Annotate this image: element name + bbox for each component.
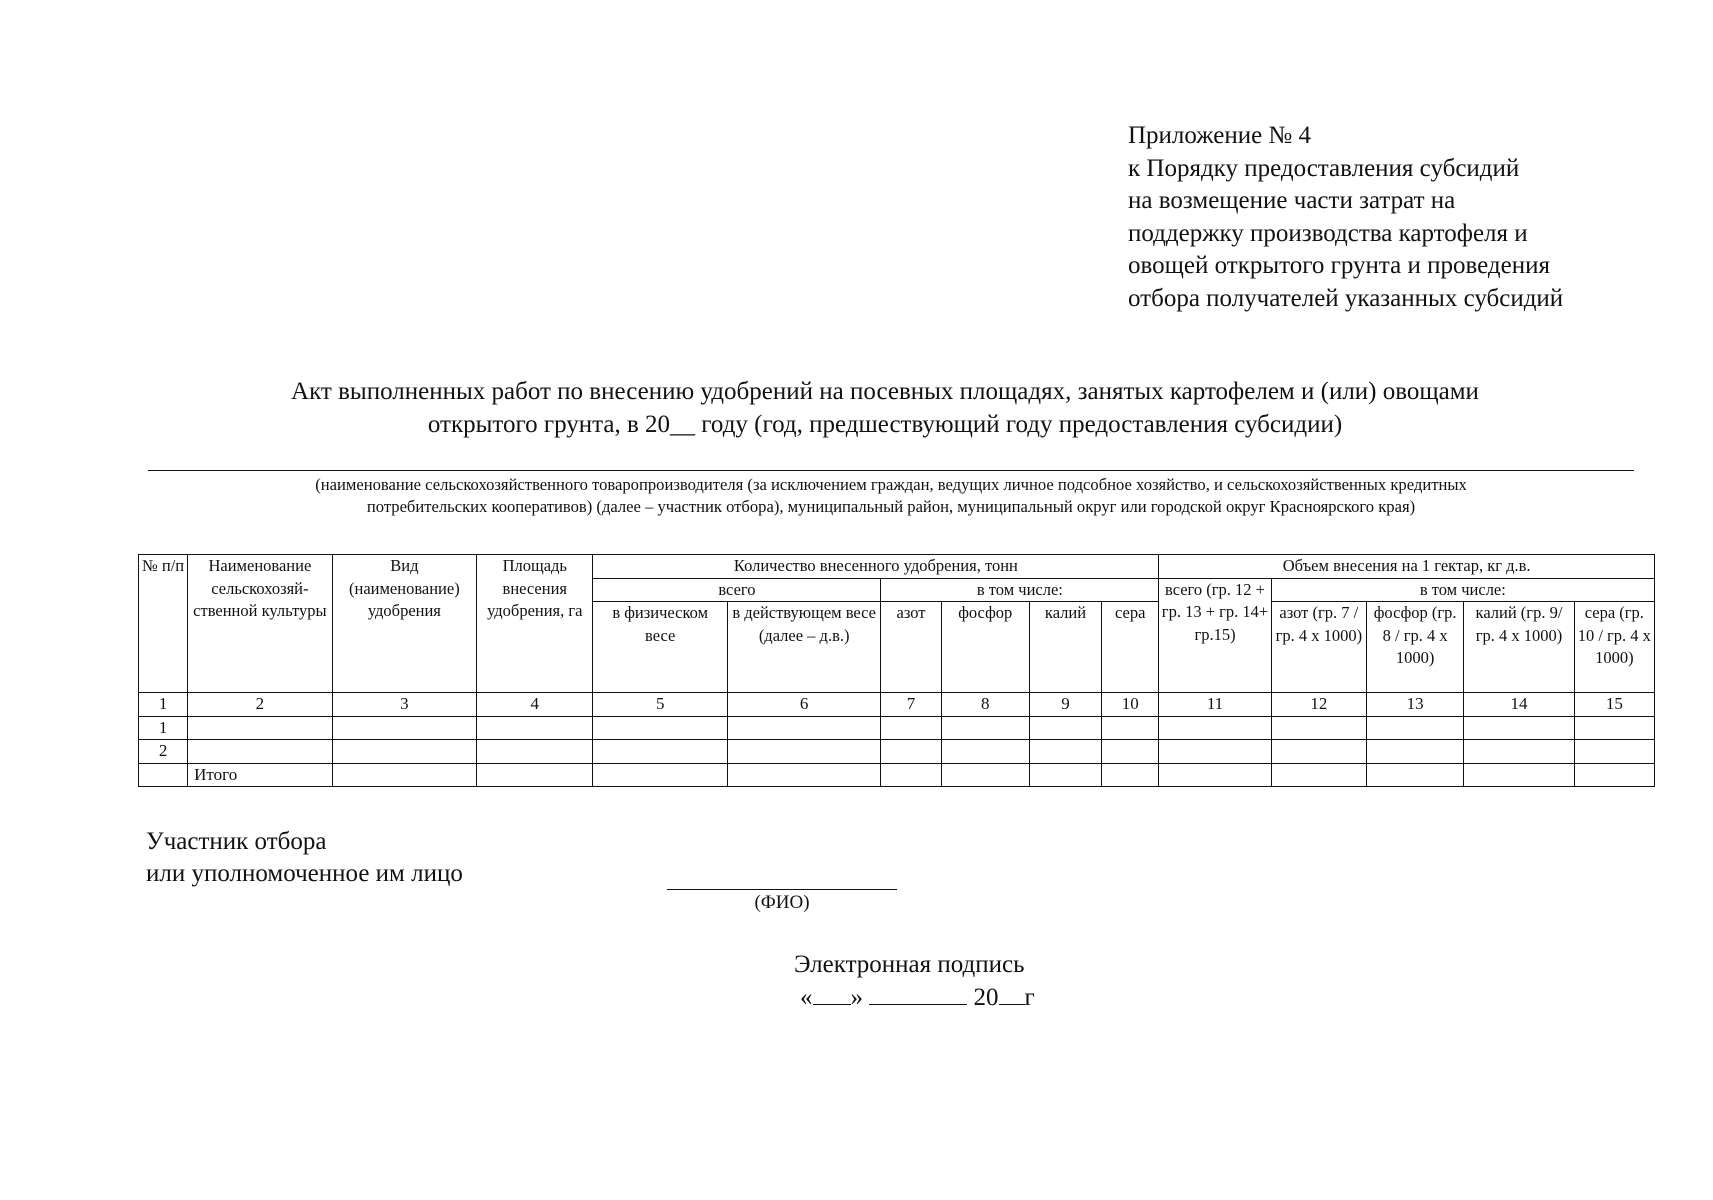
- column-number: 15: [1574, 693, 1654, 717]
- appendix-line-4: поддержку производства картофеля и: [1128, 219, 1528, 247]
- table-cell: [1574, 716, 1654, 740]
- table-cell: [1029, 763, 1101, 787]
- row-number: 1: [139, 716, 188, 740]
- table-cell: [332, 716, 476, 740]
- table-cell: [477, 763, 593, 787]
- table-cell: [477, 716, 593, 740]
- header-volume-including: в том числе:: [1271, 578, 1654, 602]
- appendix-line-1: Приложение № 4: [1128, 122, 1312, 149]
- column-number: 4: [477, 693, 593, 717]
- appendix-line-5: овощей открытого грунта и проведения: [1128, 252, 1551, 279]
- column-number: 6: [727, 693, 881, 717]
- org-caption-line-1: (наименование сельскохозяйственного товаропроизводителя (за исключением граждан, ведущих личное подсобное хозяйство, и сельскохозяйственных кредитных: [315, 475, 1467, 494]
- table-cell: [1159, 740, 1271, 764]
- header-vol-nitrogen: азот (гр. 7 / гр. 4 х 1000): [1271, 602, 1366, 693]
- header-col-crop: Наименование сельскохозяй- ственной культуры: [188, 555, 332, 693]
- date-close-quote: »: [850, 984, 863, 1011]
- column-number: 14: [1464, 693, 1574, 717]
- table-cell: [1464, 716, 1574, 740]
- row-crop: [188, 716, 332, 740]
- table-cell: [332, 740, 476, 764]
- header-vol-potassium: калий (гр. 9/гр. 4 х 1000): [1464, 602, 1574, 693]
- table-cell: [593, 716, 727, 740]
- table-cell: [1159, 716, 1271, 740]
- table-cell: [881, 763, 941, 787]
- header-qty-active: в действующем весе (далее – д.в.): [727, 602, 881, 693]
- table-cell: [1029, 716, 1101, 740]
- fio-label: (ФИО): [754, 892, 810, 913]
- header-qty-phosphorus: фосфор: [941, 602, 1029, 693]
- header-qty-potassium: калий: [1029, 602, 1101, 693]
- appendix-header: [1128, 120, 1688, 315]
- table-cell: [1102, 740, 1159, 764]
- table-cell: [1574, 763, 1654, 787]
- table-cell: [1464, 763, 1574, 787]
- table-cell: [1271, 763, 1366, 787]
- title-line-1: Акт выполненных работ по внесению удобрений на посевных площадях, занятых картофелем и (или) овощами: [291, 378, 1479, 405]
- total-row: [139, 763, 1655, 787]
- table-cell: [1102, 716, 1159, 740]
- table-cell: [881, 740, 941, 764]
- participant-line-1: Участник отбора: [146, 828, 327, 855]
- table-cell: [1366, 763, 1463, 787]
- date-open-quote: «: [800, 984, 813, 1011]
- column-number: 10: [1102, 693, 1159, 717]
- header-group-volume: Объем внесения на 1 гектар, кг д.в.: [1159, 555, 1655, 579]
- month-blank: [869, 982, 967, 1005]
- table-cell: [727, 740, 881, 764]
- table-cell: [941, 740, 1029, 764]
- column-number: 13: [1366, 693, 1463, 717]
- header-volume-total: всего (гр. 12 + гр. 13 + гр. 14+ гр.15): [1159, 578, 1271, 693]
- table-cell: [593, 763, 727, 787]
- title-line-2: открытого грунта, в 20__ году (год, предшествующий году предоставления субсидии): [427, 411, 1343, 438]
- appendix-line-2: к Порядку предоставления субсидий: [1128, 154, 1520, 182]
- document-title: [150, 375, 1620, 441]
- table-cell: [1574, 740, 1654, 764]
- table-row: [139, 716, 1655, 740]
- appendix-line-3: на возмещение части затрат на: [1128, 187, 1456, 214]
- header-qty-nitrogen: азот: [881, 602, 941, 693]
- header-vol-phosphorus: фосфор (гр. 8 / гр. 4 х 1000): [1366, 602, 1463, 693]
- table-cell: [941, 763, 1029, 787]
- participant-line-2: или уполномоченное им лицо: [146, 860, 463, 887]
- header-col-fertilizer-type: Вид (наименование) удобрения: [332, 555, 476, 693]
- column-number: 8: [941, 693, 1029, 717]
- year-blank: [999, 982, 1025, 1005]
- column-number: 12: [1271, 693, 1366, 717]
- fio-signature-line: [667, 889, 897, 890]
- participant-label: [146, 826, 463, 890]
- table-cell: [941, 716, 1029, 740]
- column-number: 5: [593, 693, 727, 717]
- header-quantity-including: в том числе:: [881, 578, 1159, 602]
- table-row: [139, 740, 1655, 764]
- row-crop: [188, 740, 332, 764]
- org-name-caption: [148, 474, 1634, 518]
- header-qty-sulfur: сера: [1102, 602, 1159, 693]
- row-number: 2: [139, 740, 188, 764]
- org-caption-line-2: потребительских кооперативов) (далее – участник отбора), муниципальный район, муниципальный округ или городской округ Красноярского края): [366, 497, 1416, 516]
- table-cell: [332, 763, 476, 787]
- date-year: 20: [973, 984, 999, 1011]
- table-cell: [593, 740, 727, 764]
- header-col-area: Площадь внесения удобрения, га: [477, 555, 593, 693]
- row-total-label: Итого: [188, 763, 332, 787]
- table-cell: [1366, 716, 1463, 740]
- header-col-no: № п/п: [139, 555, 188, 693]
- table-cell: [1029, 740, 1101, 764]
- table-cell: [1102, 763, 1159, 787]
- column-number: 9: [1029, 693, 1101, 717]
- column-number: 3: [332, 693, 476, 717]
- header-quantity-total: всего: [593, 578, 881, 602]
- day-blank: [813, 982, 851, 1005]
- esign-label: Электронная подпись: [794, 951, 1025, 978]
- appendix-line-6: отбора получателей указанных субсидий: [1128, 284, 1564, 312]
- org-name-line: [148, 470, 1634, 471]
- date-line: [760, 981, 1090, 1014]
- table-cell: [727, 716, 881, 740]
- table-cell: [1271, 716, 1366, 740]
- fertilizer-report-table: [138, 554, 1655, 787]
- table-cell: [1464, 740, 1574, 764]
- electronic-signature-block: [760, 948, 1090, 1014]
- table-cell: [727, 763, 881, 787]
- column-number: 11: [1159, 693, 1271, 717]
- table-cell: [1271, 740, 1366, 764]
- header-row-1: [139, 555, 1655, 579]
- column-number: 1: [139, 693, 188, 717]
- column-number-row: [139, 693, 1655, 717]
- table-cell: [477, 740, 593, 764]
- date-suffix: г: [1024, 984, 1035, 1011]
- header-vol-sulfur: сера (гр. 10 / гр. 4 х 1000): [1574, 602, 1654, 693]
- row-number: [139, 763, 188, 787]
- table-cell: [881, 716, 941, 740]
- column-number: 7: [881, 693, 941, 717]
- header-qty-physical: в физическом весе: [593, 602, 727, 693]
- column-number: 2: [188, 693, 332, 717]
- header-group-quantity: Количество внесенного удобрения, тонн: [593, 555, 1159, 579]
- table-cell: [1366, 740, 1463, 764]
- table-cell: [1159, 763, 1271, 787]
